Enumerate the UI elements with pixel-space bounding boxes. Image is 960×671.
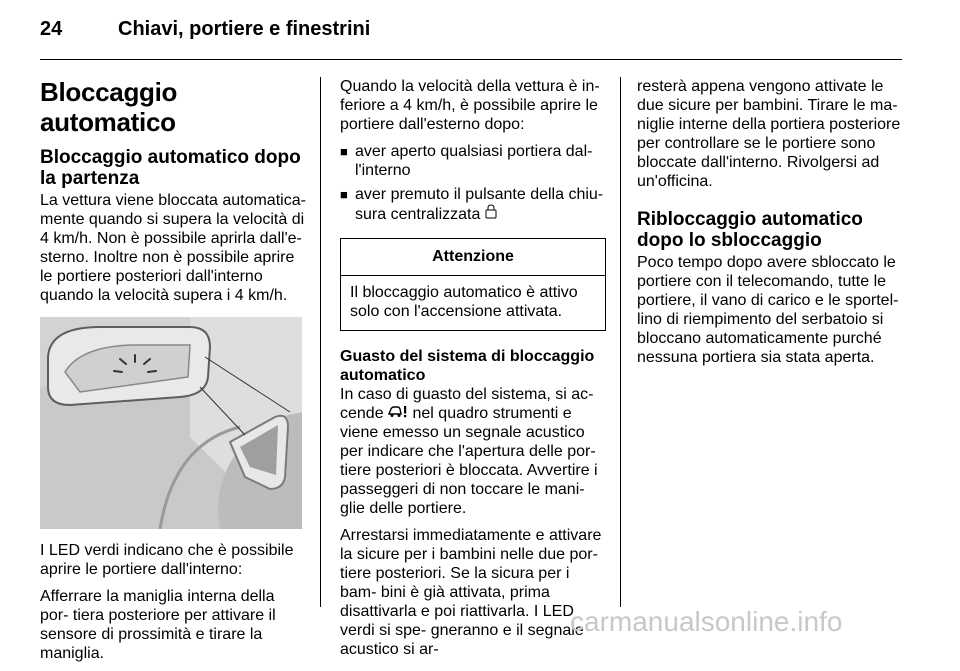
subsection-title: Bloccaggio automatico dopo la partenza: [40, 147, 301, 189]
list-item: [340, 185, 606, 224]
column-divider: [620, 77, 621, 607]
paragraph: resterà appena vengono attivate le due sicure per bambini. Tirare le ma- niglie interne della portiera posteriore per controllare se le portiere sono bloccate dall'interno. Rivolgersi ad un'officina.: [637, 78, 901, 190]
column-divider: [320, 77, 321, 607]
bullet-icon: ■: [340, 144, 348, 159]
list-item-text: aver aperto qualsiasi portiera dal- l'interno: [355, 143, 593, 179]
list-item: [340, 142, 606, 180]
paragraph: I LED verdi indicano che è possibile aprire le portiere dall'interno:: [40, 542, 294, 578]
attention-box: [340, 238, 606, 331]
subsection-title: Guasto del sistema di bloccaggio automatico: [340, 348, 595, 384]
paragraph: Afferrare la maniglia interna della por- tiera posteriore per attivare il sensore di prossimità e tirare la maniglia.: [40, 588, 276, 662]
bullet-list: [340, 142, 606, 224]
car-warning-icon: [388, 404, 408, 423]
chapter-title: Chiavi, portiere e finestrini: [118, 18, 371, 40]
section-title: Bloccaggio automatico: [40, 77, 178, 137]
paragraph: La vettura viene bloccata automatica- mente quando si supera la velocità di 4 km/h. Non è possibile aprirla dall'e- sterno. Inoltre non è possibile aprire le portiere posteriori dall'interno quando la velocità supera i 4 km/h.: [40, 192, 306, 304]
watermark: carmanualsonline.info: [570, 606, 843, 637]
page-number: 24: [40, 18, 63, 40]
page-header: [40, 18, 902, 48]
paragraph-part: nel quadro strumenti e viene emesso un segnale acustico per indicare che l'apertura delle por- tiere posteriori è bloccata. Avvertire i passeggeri di non toccare le mani- glie delle portiere.: [340, 405, 598, 517]
column-3: [637, 77, 903, 375]
list-item-text: aver premuto il pulsante della chiu- sura centralizzata: [355, 186, 604, 223]
door-handle-image: [40, 317, 302, 529]
subsection-title: Ribloccaggio automatico dopo lo sbloccaggio: [637, 209, 863, 251]
column-2: [340, 77, 606, 667]
attention-title: Attenzione: [341, 239, 605, 276]
header-rule: [40, 59, 902, 60]
paragraph-part: In caso di guasto del sistema, si ac- cende: [340, 386, 594, 422]
attention-body: Il bloccaggio automatico è attivo solo con l'accensione attivata.: [350, 284, 578, 320]
lock-icon: [485, 204, 497, 224]
bullet-icon: ■: [340, 187, 348, 202]
column-1: [40, 77, 306, 671]
paragraph: Quando la velocità della vettura è in- feriore a 4 km/h, è possibile aprire le portiere dall'esterno dopo:: [340, 78, 600, 133]
door-handle-illustration: [40, 317, 302, 529]
paragraph: Arrestarsi immediatamente e attivare la sicure per i bambini nelle due por- tiere posteriori. Se la sicura per i bam- bini è già attivata, prima disattivarla e poi riattivarla. I LED verdi si spe- gneranno e il segnale acustico si ar-: [340, 527, 602, 658]
paragraph: Poco tempo dopo avere sbloccato le portiere con il telecomando, tutte le portiere, il vano di carico e le sportel- lino di riempimento del serbatoio si bloccano automaticamente purché nessuna portiera sia stata aperta.: [637, 254, 899, 366]
